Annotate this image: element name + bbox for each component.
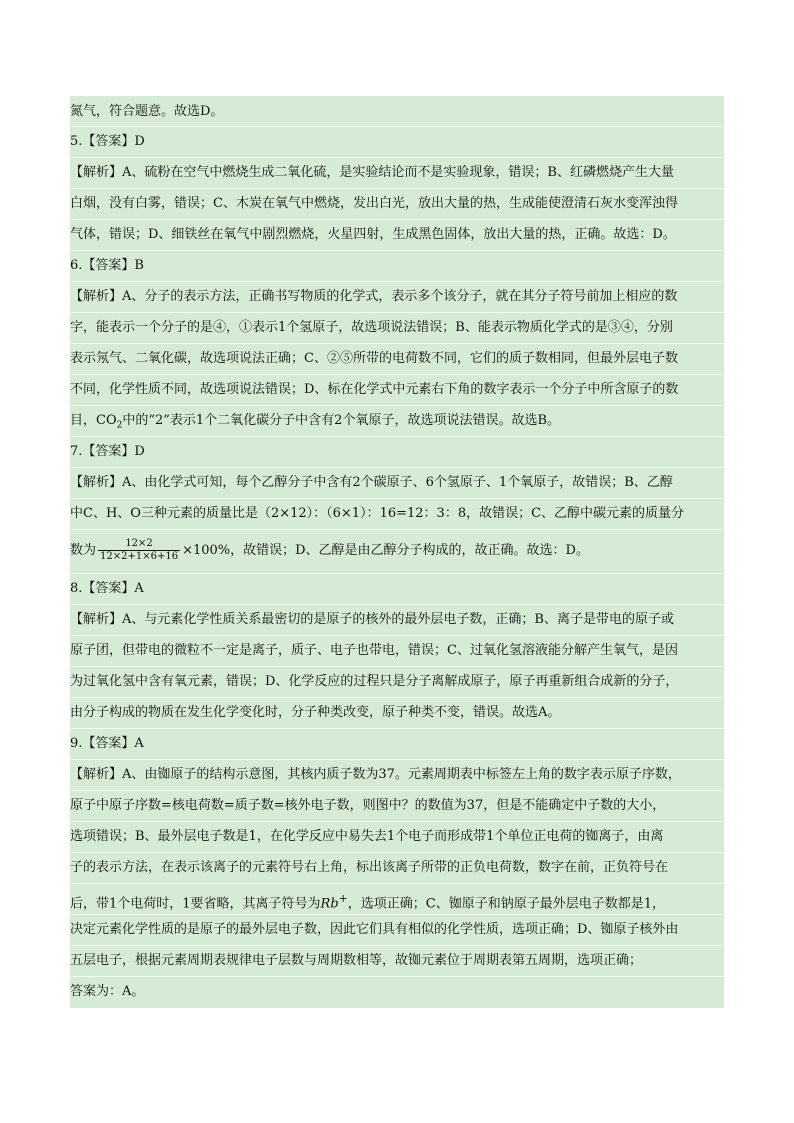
text-line-8 xyxy=(70,343,678,374)
text-line-3 xyxy=(70,188,678,219)
divider xyxy=(70,126,724,127)
text-24: 子的表示方法，在表示该离子的元素符号右上角，标出该离子所带的正负电荷数，数字在前，正负符号在 xyxy=(70,860,669,875)
text-line-24 xyxy=(70,852,668,883)
text-line-27 xyxy=(70,945,642,976)
text-line-16 xyxy=(70,604,674,635)
text-23: 选项错误；B、最外层电子数是1，在化学反应中易失去1个电子而形成带1个单位正电荷的铷离子，由离 xyxy=(70,829,664,844)
text-21: 【解析】A、由铷原子的结构示意图，其核内质子数为37。元素周期表中标签左上角的数字表示原子序数， xyxy=(70,767,681,782)
text-16: 【解析】A、与元素化学性质关系最密切的是原子的核外的最外层电子数，正确；B、离子是带电的原子或 xyxy=(70,612,674,627)
text-12: 【解析】A、由化学式可知，每个乙醇分子中含有2个碳原子、6个氢原子、1个氧原子，故错误；B、乙醇 xyxy=(70,475,673,490)
text-line-10 xyxy=(70,405,560,436)
text-0: 氮气，符合题意。故选D。 xyxy=(70,104,224,119)
answer-5-heading: 5.【答案】D xyxy=(70,134,145,149)
text-27: 五层电子，根据元素周期表规律电子层数与周期数相等，故铷元素位于周期表第五周期，选项正确； xyxy=(70,953,643,968)
text-line-5 xyxy=(70,250,144,281)
text-14: 数为 $\frac{12\times 2}{12\times 2+1\times 6+16}$ ×100%，故错误；D、乙醇是由乙醇分子构成的，故正确。故选：D。 xyxy=(70,538,589,562)
text-line-0 xyxy=(70,96,223,127)
answer-9-heading: 9.【答案】A xyxy=(70,736,144,751)
ion-symbol: Rb xyxy=(320,896,339,912)
divider xyxy=(70,728,724,729)
text-7: 字，能表示一个分子的是④，①表示1个氢原子，故选项说法错误；B、能表示物质化学式的是③④，分别 xyxy=(70,320,673,335)
text-line-9 xyxy=(70,374,678,405)
text-8: 表示氖气、二氧化碳，故选项说法正确；C、②⑤所带的电荷数不同，它们的质子数相同，但最外层电子数 xyxy=(70,351,678,366)
text-9: 不同，化学性质不同，故选项说法错误；D、标在化学式中元素右下角的数字表示一个分子中所含原子的数 xyxy=(70,382,679,397)
text-line-18 xyxy=(70,666,678,697)
text-22: 原子中原子序数=核电荷数=质子数=核外电子数，则图中？的数值为37，但是不能确定中子数的大小， xyxy=(70,798,666,813)
divider xyxy=(70,573,724,574)
text-17: 原子团，但带电的微粒不一定是离子，质子、电子也带电，错误；C、过氧化氢溶液能分解产生氧气，是因 xyxy=(70,643,678,658)
fraction-numerator: 12×2 xyxy=(125,538,153,549)
text-line-6 xyxy=(70,281,677,312)
answer-6-heading: 6.【答案】B xyxy=(70,258,144,273)
text-13: 中C、H、O三种元素的质量比是（2×12）：（6×1）：16=12：3：8，故错误；C、乙醇中碳元素的质量分 xyxy=(70,506,685,521)
text-3: 白烟，没有白雾，错误；C、木炭在氧气中燃烧，发出白光，放出大量的热，生成能使澄清石灰水变浑浊得 xyxy=(70,196,678,211)
divider xyxy=(70,250,724,251)
text-line-15 xyxy=(70,573,144,604)
fraction-denominator: 12×2+1×6+16 xyxy=(100,551,179,562)
text-line-17 xyxy=(70,635,678,666)
text-26: 决定元素化学性质的是原子的最外层电子数，因此它们具有相似的化学性质，选项正确；D、铷原子核外由 xyxy=(70,922,679,937)
fraction xyxy=(98,538,180,563)
ion-charge: + xyxy=(338,892,348,905)
text-line-28 xyxy=(70,976,144,1007)
text-line-26 xyxy=(70,914,678,945)
text-line-12 xyxy=(70,467,673,498)
text-line-13 xyxy=(70,498,684,529)
text-line-1 xyxy=(70,126,145,157)
text-2: 【解析】A、硫粉在空气中燃烧生成二氧化硫，是实验结论而不是实验现象，错误；B、红磷燃烧产生大量 xyxy=(70,165,674,180)
answer-7-heading: 7.【答案】D xyxy=(70,444,145,459)
text-line-7 xyxy=(70,312,673,343)
divider xyxy=(70,976,724,977)
subscript: 2 xyxy=(116,420,123,431)
text-line-22 xyxy=(70,790,665,821)
text-line-14 xyxy=(70,529,589,573)
text-line-23 xyxy=(70,821,663,852)
text-6: 【解析】A、分子的表示方法，正确书写物质的化学式，表示多个该分子，就在其分子符号前加上相应的数 xyxy=(70,289,678,304)
text-line-20 xyxy=(70,728,144,759)
divider xyxy=(70,436,724,437)
answer-panel xyxy=(70,96,724,1008)
text-18: 为过氧化氢中含有氧元素，错误；D、化学反应的过程只是分子离解成原子，原子再重新组合成新的分子， xyxy=(70,674,679,689)
text-25: 后，带1个电荷时，1要省略，其离子符号为Rb+，选项正确；C、铷原子和钠原子最外层电子数都是1， xyxy=(70,892,665,912)
text-line-19 xyxy=(70,697,560,728)
text-line-2 xyxy=(70,157,674,188)
text-19: 由分子构成的物质在发生化学变化时，分子种类改变，原子种类不变，错误。故选A。 xyxy=(70,705,561,720)
text-28: 答案为：A。 xyxy=(70,984,145,999)
text-line-11 xyxy=(70,436,145,467)
text-10: 目，$CO_2$中的“2”表示1个二氧化碳分子中含有2个氧原子，故选项说法错误。故选B。 xyxy=(70,413,561,431)
text-line-25 xyxy=(70,883,665,914)
answer-8-heading: 8.【答案】A xyxy=(70,581,144,596)
text-4: 气体，错误；D、细铁丝在氧气中剧烈燃烧，火星四射，生成黑色固体，放出大量的热，正确。故选：D。 xyxy=(70,227,676,242)
text-line-21 xyxy=(70,759,681,790)
text-line-4 xyxy=(70,219,676,250)
